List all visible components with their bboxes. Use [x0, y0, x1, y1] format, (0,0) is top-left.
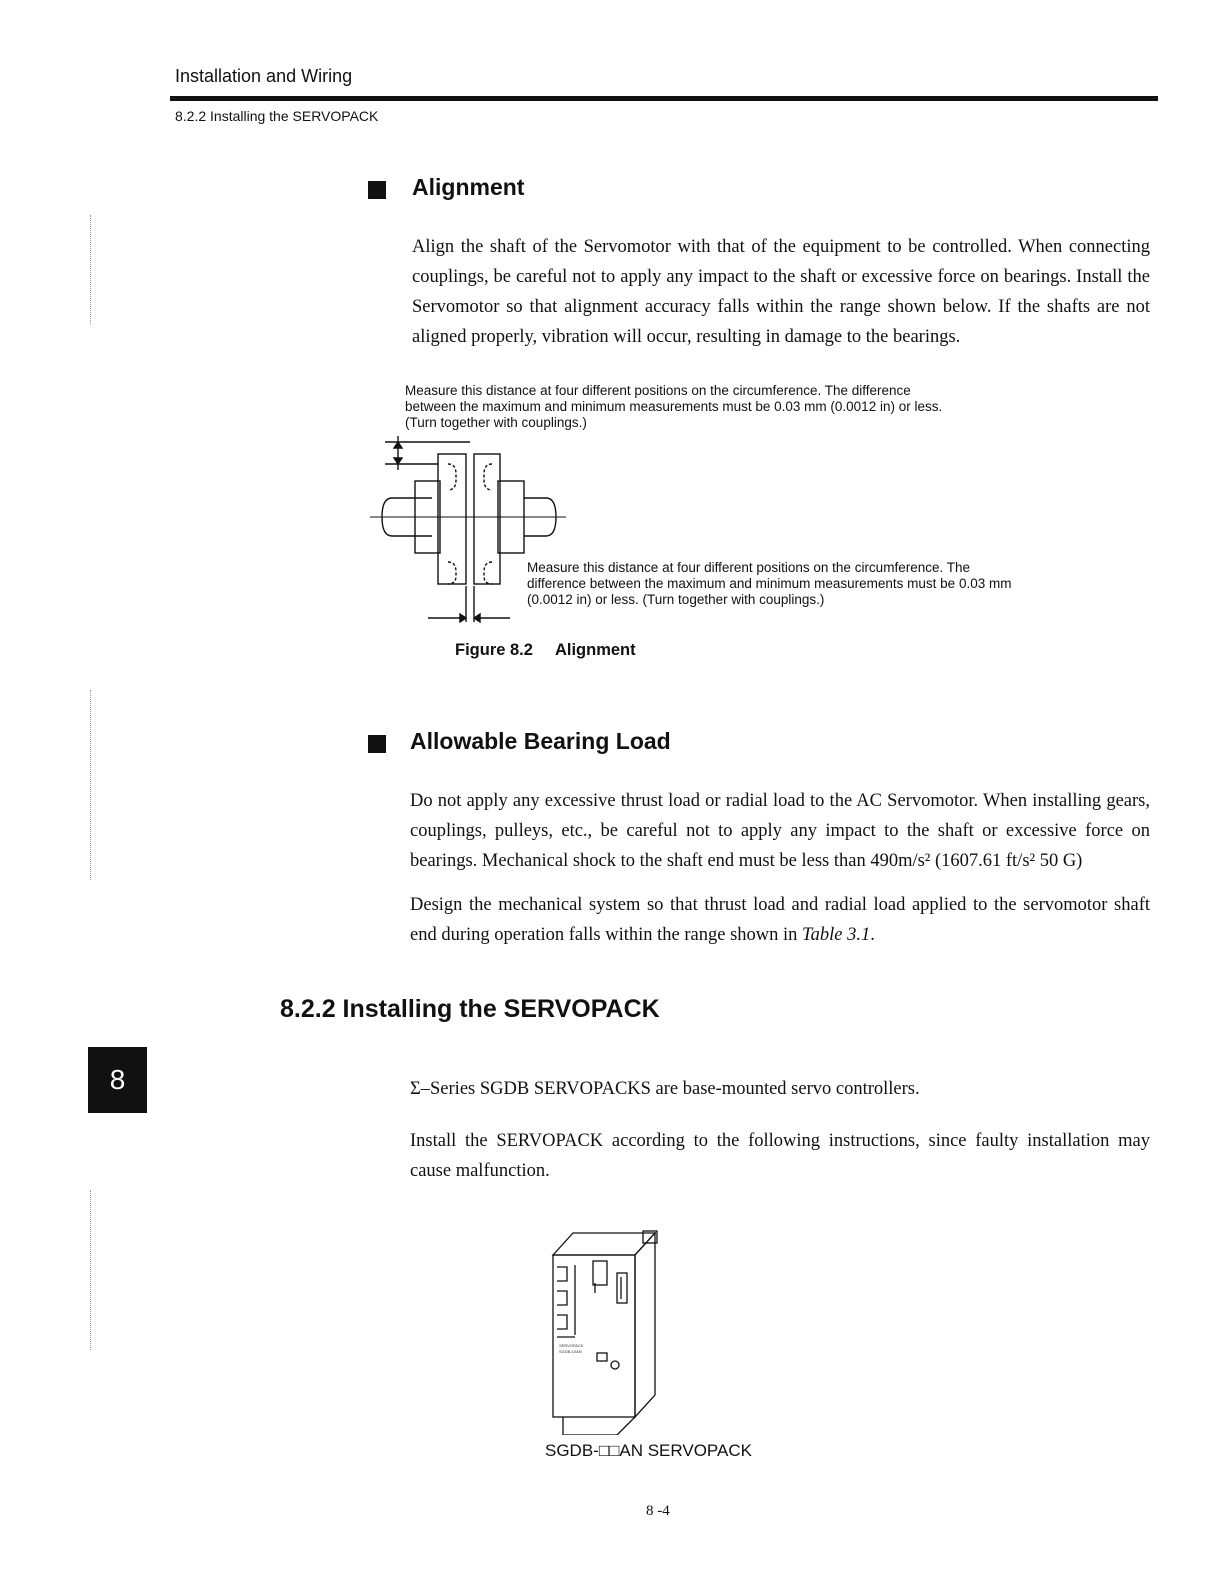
page-number: 8 -4	[646, 1503, 670, 1519]
section-bullet-square	[368, 181, 386, 199]
figure-caption-number: Figure 8.2	[455, 641, 533, 659]
subsection-heading-servopack: 8.2.2 Installing the SERVOPACK	[280, 995, 660, 1023]
alignment-paragraph: Align the shaft of the Servomotor with that of the equipment to be controlled. When connecting couplings, be careful not to apply any impact to the shaft or excessive force on bearings. Install the Servomotor so that alignment accuracy falls within the range shown below. If the shafts are not aligned properly, vibration will occur, resulting in damage to the bearings.	[412, 237, 1150, 347]
servopack-device-illustration	[545, 1225, 670, 1435]
margin-marks	[90, 1190, 92, 1350]
chapter-tab: 8	[88, 1047, 147, 1113]
device-front-face	[553, 1255, 635, 1417]
arrow-head-up	[394, 442, 402, 448]
table-reference-link[interactable]: Table 3.1	[802, 925, 871, 945]
running-header-subsection: 8.2.2 Installing the SERVOPACK	[175, 108, 379, 124]
device-terminal	[557, 1315, 567, 1329]
device-knob	[611, 1361, 619, 1369]
figure-note-top: Measure this distance at four different positions on the circumference. The difference between the maximum and minimum measurements must be 0.03 mm (0.0012 in) or less. (Turn together with couplings.)	[405, 383, 943, 430]
servopack-image-caption: SGDB-□□AN SERVOPACK	[545, 1441, 752, 1460]
servopack-paragraph-2: Install the SERVOPACK according to the following instructions, since faulty installation may cause malfunction.	[410, 1131, 1150, 1181]
paragraph-text: .	[870, 925, 875, 945]
device-terminal	[557, 1291, 567, 1305]
device-connector-right	[617, 1273, 627, 1303]
arrow-head-down	[394, 458, 402, 464]
device-label-text: SERVOPACK	[559, 1343, 584, 1348]
right-coupling	[474, 454, 500, 584]
margin-marks	[90, 215, 92, 325]
left-coupling-bolt	[448, 464, 456, 490]
device-port-top	[593, 1261, 607, 1285]
device-base	[563, 1417, 635, 1435]
running-header-title: Installation and Wiring	[175, 66, 353, 86]
right-coupling-bolt	[484, 464, 492, 490]
device-top-face	[553, 1233, 655, 1255]
figure-caption-name: Alignment	[554, 641, 636, 659]
header-rule	[170, 96, 1158, 101]
device-side-face	[635, 1233, 655, 1417]
gap-arrow-left	[460, 614, 466, 622]
device-label-text: SGDB-10AN	[559, 1349, 582, 1354]
paragraph-text: Design the mechanical system so that thrust load and radial load applied to the servomotor shaft end during operation falls within the range shown in	[410, 895, 1150, 945]
right-coupling-bolt	[484, 562, 492, 584]
left-coupling-bolt	[448, 562, 456, 584]
bearing-load-paragraph-2	[410, 890, 1150, 950]
figure-caption	[455, 641, 636, 660]
section-heading-alignment: Alignment	[412, 174, 525, 200]
device-indicator	[597, 1353, 607, 1361]
servopack-paragraph-1: Σ–Series SGDB SERVOPACKS are base-mounted servo controllers.	[410, 1079, 920, 1099]
gap-arrow-right	[474, 614, 480, 622]
figure-note-bottom: Measure this distance at four different positions on the circumference. The difference between the maximum and minimum measurements must be 0.03 mm (0.0012 in) or less. (Turn together with couplings.)	[527, 560, 1012, 607]
margin-marks	[90, 690, 92, 880]
section-heading-bearing-load: Allowable Bearing Load	[410, 728, 671, 754]
bearing-load-paragraph-1: Do not apply any excessive thrust load or radial load to the AC Servomotor. When installing gears, couplings, pulleys, etc., be careful not to apply any impact to the shaft or excessive force on bearings. Mechanical shock to the shaft end must be less than 490m/s² (1607.61 ft/s² 50 G)	[410, 791, 1150, 871]
left-coupling	[438, 454, 466, 584]
section-bullet-square	[368, 735, 386, 753]
device-terminal	[557, 1267, 567, 1281]
